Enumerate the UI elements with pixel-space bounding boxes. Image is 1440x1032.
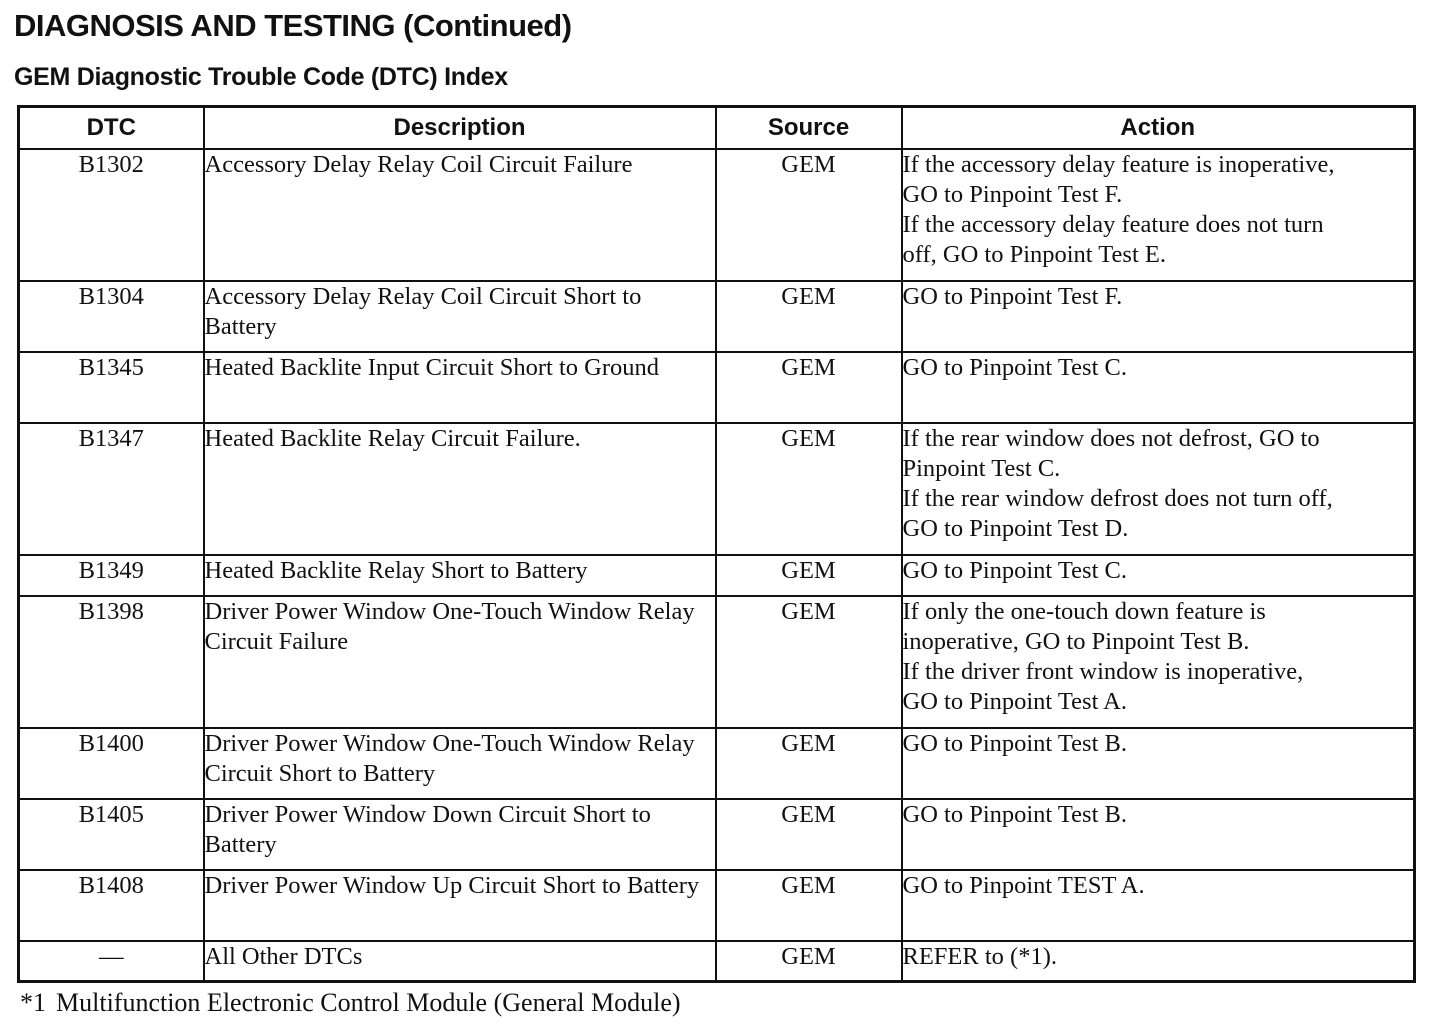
action-line: GO to Pinpoint Test F.	[902, 181, 1123, 208]
action-line: If the driver front window is inoperative,	[902, 658, 1304, 685]
dtc-action	[902, 149, 1415, 281]
table-row	[19, 281, 1415, 352]
action-line: If the accessory delay feature is inoperative,	[902, 151, 1335, 178]
table-row	[19, 423, 1415, 555]
dtc-code: B1398	[19, 596, 204, 728]
dtc-action	[902, 423, 1415, 555]
action-line: If only the one-touch down feature is	[902, 598, 1266, 625]
dtc-code: —	[19, 941, 204, 981]
dtc-action	[902, 799, 1415, 870]
dtc-action	[902, 281, 1415, 352]
column-header-dtc: DTC	[19, 107, 204, 150]
table-row	[19, 352, 1415, 423]
action-line: GO to Pinpoint Test F.	[902, 283, 1123, 310]
table-header-row	[19, 107, 1415, 150]
dtc-source: GEM	[716, 555, 902, 596]
dtc-action	[902, 941, 1415, 981]
dtc-code: B1349	[19, 555, 204, 596]
table-row	[19, 941, 1415, 981]
dtc-code: B1302	[19, 149, 204, 281]
dtc-code: B1304	[19, 281, 204, 352]
dtc-source: GEM	[716, 941, 902, 981]
action-line: GO to Pinpoint Test B.	[902, 801, 1127, 828]
action-line: GO to Pinpoint Test D.	[902, 515, 1129, 542]
dtc-description: Driver Power Window One-Touch Window Relay Circuit Short to Battery	[204, 728, 716, 799]
footnote-mark: *1	[20, 988, 46, 1017]
dtc-action	[902, 728, 1415, 799]
table-row	[19, 728, 1415, 799]
action-line: off, GO to Pinpoint Test E.	[902, 241, 1166, 268]
action-line: GO to Pinpoint Test A.	[902, 688, 1127, 715]
dtc-code: B1405	[19, 799, 204, 870]
dtc-code: B1408	[19, 870, 204, 941]
dtc-description: Accessory Delay Relay Coil Circuit Failure	[204, 149, 716, 281]
dtc-action	[902, 352, 1415, 423]
page-title: DIAGNOSIS AND TESTING (Continued)	[14, 8, 572, 43]
dtc-code: B1400	[19, 728, 204, 799]
dtc-action	[902, 870, 1415, 941]
table-row	[19, 870, 1415, 941]
action-line: inoperative, GO to Pinpoint Test B.	[902, 628, 1250, 655]
dtc-code: B1347	[19, 423, 204, 555]
action-line: GO to Pinpoint Test C.	[902, 354, 1127, 381]
action-line: REFER to (*1).	[902, 943, 1057, 970]
dtc-source: GEM	[716, 799, 902, 870]
action-line: Pinpoint Test C.	[902, 455, 1061, 482]
section-title: GEM Diagnostic Trouble Code (DTC) Index	[14, 63, 508, 91]
table-row	[19, 555, 1415, 596]
dtc-description: All Other DTCs	[204, 941, 716, 981]
table-row	[19, 596, 1415, 728]
column-header-source: Source	[716, 107, 902, 150]
table-row	[19, 149, 1415, 281]
dtc-source: GEM	[716, 728, 902, 799]
action-line: If the rear window defrost does not turn off,	[902, 485, 1333, 512]
dtc-description: Heated Backlite Relay Short to Battery	[204, 555, 716, 596]
action-line: GO to Pinpoint TEST A.	[902, 872, 1145, 899]
action-line: GO to Pinpoint Test C.	[902, 557, 1127, 584]
dtc-description: Driver Power Window Down Circuit Short to Battery	[204, 799, 716, 870]
footnote-text: Multifunction Electronic Control Module (General Module)	[56, 988, 681, 1017]
action-line: If the rear window does not defrost, GO to	[902, 425, 1320, 452]
dtc-description: Driver Power Window Up Circuit Short to Battery	[204, 870, 716, 941]
column-header-action: Action	[902, 107, 1415, 150]
dtc-source: GEM	[716, 149, 902, 281]
dtc-source: GEM	[716, 870, 902, 941]
dtc-source: GEM	[716, 596, 902, 728]
dtc-action	[902, 596, 1415, 728]
dtc-source: GEM	[716, 352, 902, 423]
dtc-description: Accessory Delay Relay Coil Circuit Short to Battery	[204, 281, 716, 352]
dtc-description: Heated Backlite Relay Circuit Failure.	[204, 423, 716, 555]
dtc-source: GEM	[716, 281, 902, 352]
column-header-description: Description	[204, 107, 716, 150]
dtc-source: GEM	[716, 423, 902, 555]
action-line: If the accessory delay feature does not turn	[902, 211, 1324, 238]
action-line: GO to Pinpoint Test B.	[902, 730, 1127, 757]
table-row	[19, 799, 1415, 870]
dtc-index-table	[17, 105, 1416, 983]
dtc-description: Heated Backlite Input Circuit Short to Ground	[204, 352, 716, 423]
footnote	[20, 988, 681, 1018]
dtc-description: Driver Power Window One-Touch Window Relay Circuit Failure	[204, 596, 716, 728]
dtc-action	[902, 555, 1415, 596]
dtc-code: B1345	[19, 352, 204, 423]
